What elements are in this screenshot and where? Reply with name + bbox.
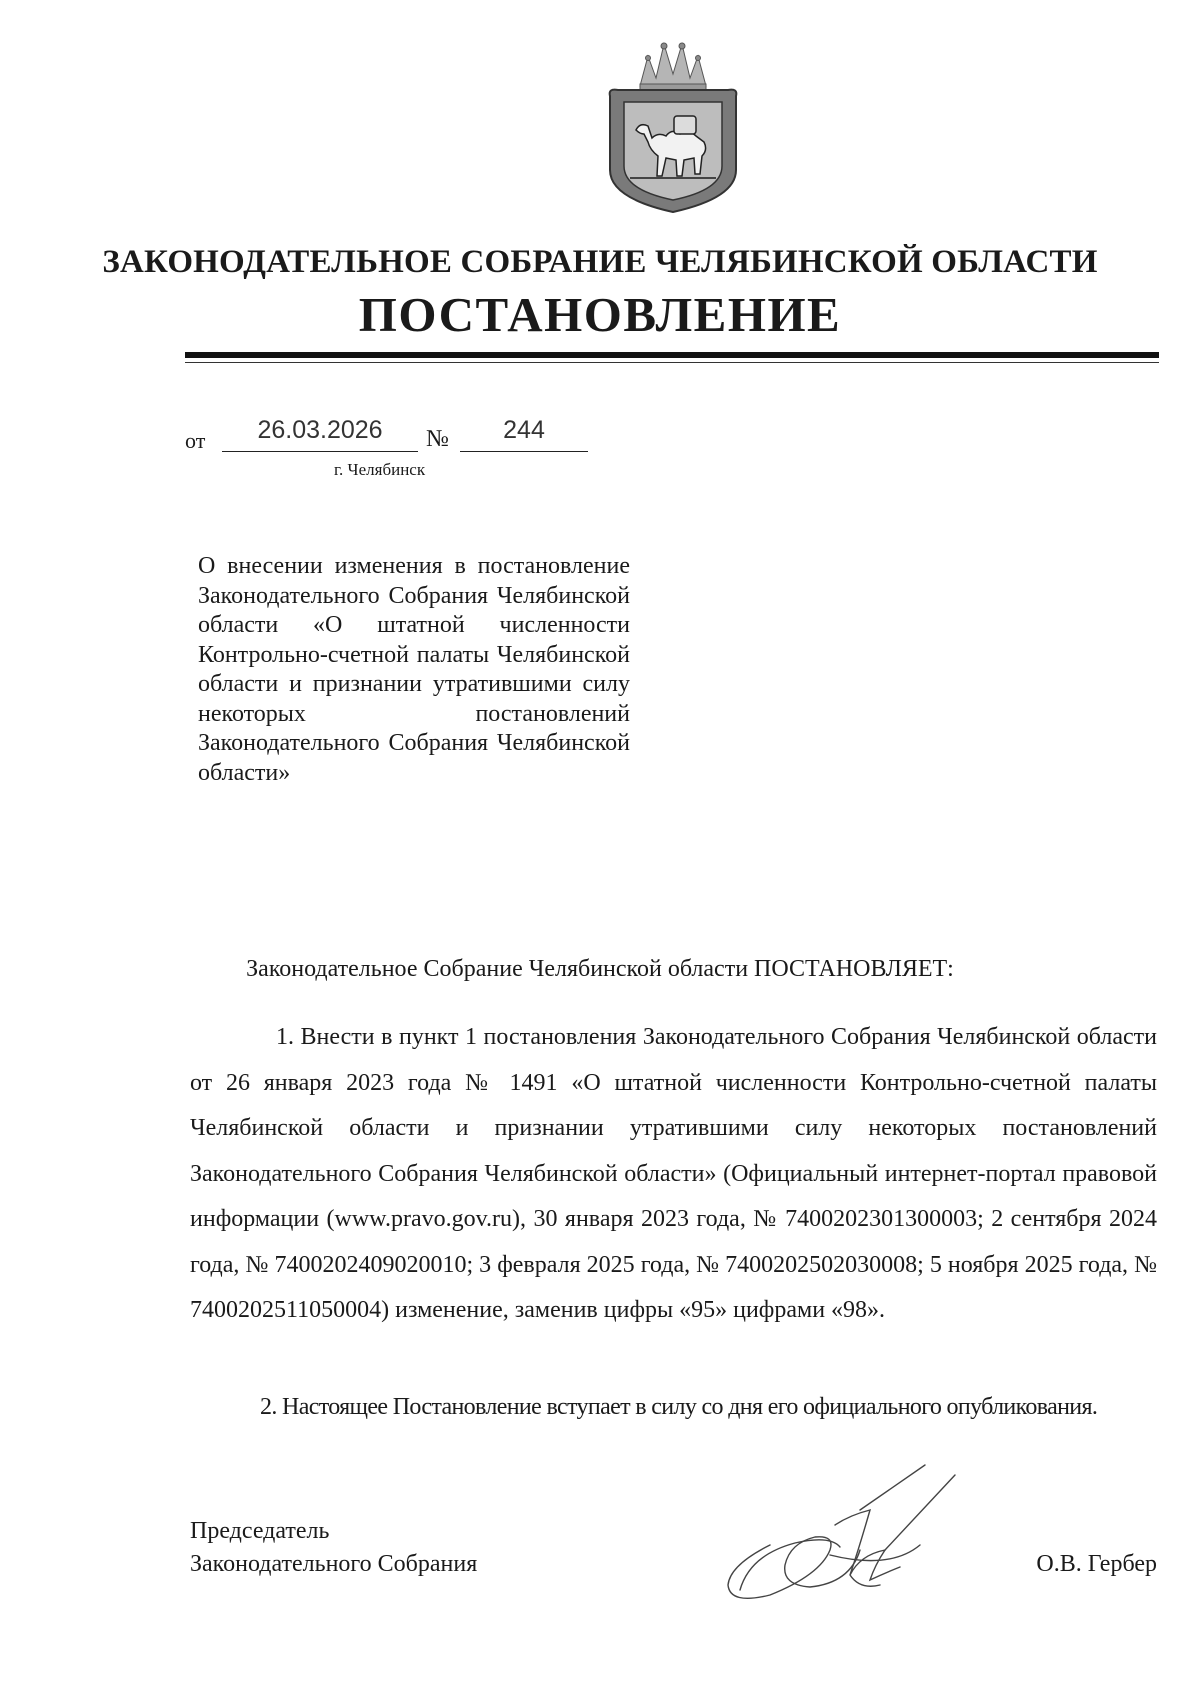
signer-name: О.В. Гербер (1036, 1551, 1157, 1577)
document-date: 26.03.2026 (257, 416, 383, 444)
document-number: 244 (503, 416, 545, 444)
date-prefix: от (185, 428, 206, 453)
number-underline (460, 451, 588, 452)
decree-item-1: 1. Внести в пункт 1 постановления Законодательного Собрания Челябинской области от 26 января 2023 года № 1491 «О штатной численности Контрольно-счетной палаты Челябинской области и признании утратившими силу некоторых постановлений Законодательного Собрания Челябинской области» (Официальный интернет-портал правовой информации (www.pravo.gov.ru), 30 января 2023 года, № 7400202301300003; 2 сентября 2024 года, № 7400202409020010; 3 февраля 2025 года, № 7400202502030008; 5 ноября 2025 года, № 7400202511050004) изменение, заменив цифры «95» цифрами «98». (190, 1024, 1157, 1323)
document-city: г. Челябинск (334, 460, 426, 479)
decree-intro: Законодательное Собрание Челябинской области ПОСТАНОВЛЯЕТ: (246, 956, 954, 982)
date-underline (222, 451, 418, 452)
coat-of-arms-icon (600, 38, 746, 216)
number-prefix: № (426, 426, 449, 452)
signer-position (190, 1515, 477, 1581)
header-divider-thin (185, 362, 1159, 363)
document-subject: О внесении изменения в постановление Законодательного Собрания Челябинской области «О штатной численности Контрольно-счетной палаты Челябинской области и признании утратившими силу некоторых постановлений Законодательного Собрания Челябинской области» (198, 553, 630, 786)
organization-title: ЗАКОНОДАТЕЛЬНОЕ СОБРАНИЕ ЧЕЛЯБИНСКОЙ ОБЛАСТИ (102, 244, 1098, 280)
signer-position-line-1: Председатель (190, 1518, 330, 1544)
decree-item-2: 2. Настоящее Постановление вступает в силу со дня его официального опубликования. (260, 1394, 1098, 1420)
signer-position-line-2: Законодательного Собрания (190, 1551, 478, 1577)
handwritten-signature-icon (710, 1455, 970, 1615)
header-divider-thick (185, 352, 1159, 358)
document-type-title: ПОСТАНОВЛЕНИЕ (358, 287, 842, 342)
